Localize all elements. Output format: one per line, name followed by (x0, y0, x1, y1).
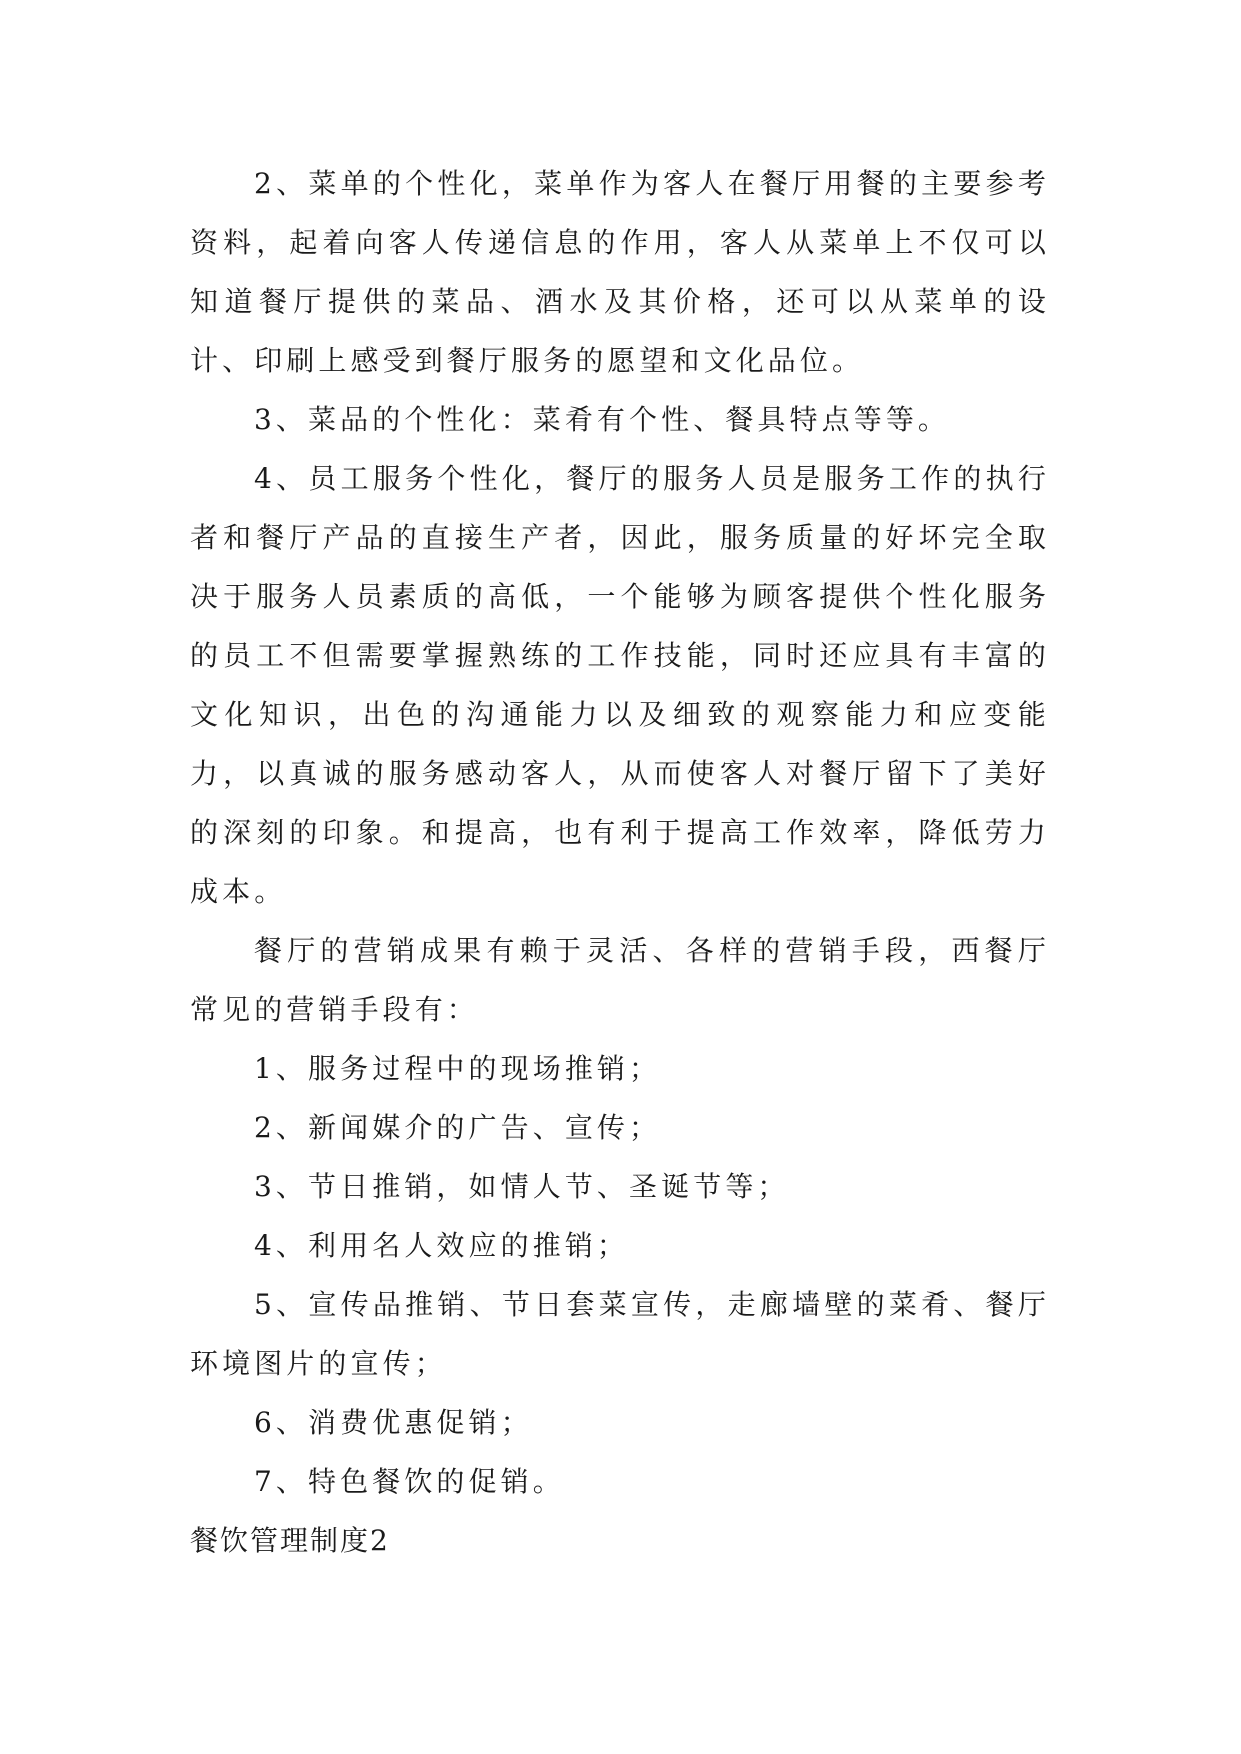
paragraph-menu-personalization: 2、菜单的个性化，菜单作为客人在餐厅用餐的主要参考资料，起着向客人传递信息的作用，客人从菜单上不仅可以知道餐厅提供的菜品、酒水及其价格，还可以从菜单的设计、印刷上感受到餐厅服务的愿望和文化品位。 (190, 167, 1050, 377)
section-title: 餐饮管理制度2 (190, 1524, 390, 1557)
list-item-marketing-5: 5、宣传品推销、节日套菜宣传，走廊墙壁的菜肴、餐厅环境图片的宣传； (190, 1288, 1050, 1380)
list-item-marketing-6: 6、消费优惠促销； (254, 1406, 533, 1439)
paragraph-marketing-intro: 餐厅的营销成果有赖于灵活、各样的营销手段，西餐厅常见的营销手段有： (190, 934, 1050, 1026)
list-item-marketing-1: 1、服务过程中的现场推销； (254, 1052, 662, 1085)
document-body (190, 154, 1050, 1570)
list-item-marketing-4: 4、利用名人效应的推销； (254, 1229, 630, 1262)
paragraph-dish-personalization: 3、菜品的个性化：菜肴有个性、餐具特点等等。 (254, 403, 951, 436)
paragraph-staff-personalization: 4、员工服务个性化，餐厅的服务人员是服务工作的执行者和餐厅产品的直接生产者，因此，服务质量的好坏完全取决于服务人员素质的高低，一个能够为顾客提供个性化服务的员工不但需要掌握熟练的工作技能，同时还应具有丰富的文化知识，出色的沟通能力以及细致的观察能力和应变能力，以真诚的服务感动客人，从而使客人对餐厅留下了美好的深刻的印象。和提高，也有利于提高工作效率，降低劳力成本。 (190, 462, 1050, 908)
list-item-marketing-7: 7、特色餐饮的促销。 (254, 1465, 565, 1498)
list-item-marketing-2: 2、新闻媒介的广告、宣传； (254, 1111, 662, 1144)
list-item-marketing-3: 3、节日推销，如情人节、圣诞节等； (254, 1170, 790, 1203)
